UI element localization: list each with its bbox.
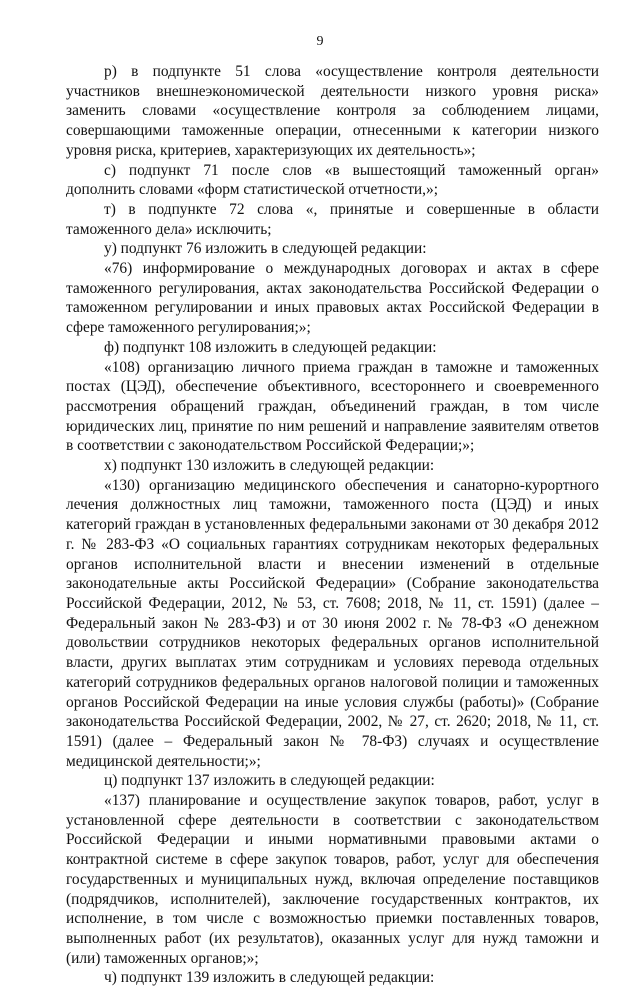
paragraph-u: у) подпункт 76 изложить в следующей редакции: [104, 240, 427, 258]
quote-76: «76) информирование о международных договорах и актах в сфере таможенного регулирования, актах законодательства Российской Федерации о таможенном регулировании и иных правовых актах Российской Федерации в сфере таможенного регулирования;»; [66, 260, 599, 337]
paragraph-kh: х) подпункт 130 изложить в следующей редакции: [104, 457, 435, 475]
quote-130: «130) организацию медицинского обеспечения и санаторно-курортного лечения должностных лиц таможни, таможенного поста (ЦЭД) и иных категорий граждан в установленных федеральными законами от 30 декабря 2012 г. № 283-ФЗ «О социальных гарантиях сотрудникам некоторых федеральных органов исполнительной власти и внесении изменений в отдельные законодательные акты Российской Федерации» (Собрание законодательства Российской Федерации, 2012, № 53, ст. 7608; 2018, № 11, ст. 1591) (далее – Федеральный закон № 283-ФЗ) и от 30 июня 2002 г. № 78-ФЗ «О денежном довольствии сотрудников некоторых федеральных органов исполнительной власти, других выплатах этим сотрудникам и условиях перевода отдельных категорий сотрудников федеральных органов налоговой полиции и таможенных органов Российской Федерации на иные условия службы (работы)» (Собрание законодательства Российской Федерации, 2002, № 27, ст. 2620; 2018, № 11, ст. 1591) (далее – Федеральный закон № 78-ФЗ) случаях и осуществление медицинской деятельности;»; [66, 476, 599, 770]
paragraph-s: с) подпункт 71 после слов «в вышестоящий таможенный орган» дополнить словами «форм статистической отчетности,»; [66, 161, 599, 199]
paragraph-t: т) в подпункте 72 слова «, принятые и совершенные в области таможенного дела» исключить; [66, 200, 599, 238]
paragraph-ts: ц) подпункт 137 изложить в следующей редакции: [104, 772, 435, 790]
quote-137: «137) планирование и осуществление закупок товаров, работ, услуг в установленной сфере деятельности в соответствии с законодательством Российской Федерации и иными нормативными правовыми актами о контрактной системе в сфере закупок товаров, работ, услуг для обеспечения государственных и муниципальных нужд, включая определение поставщиков (подрядчиков, исполнителей), заключение государственных контрактов, их исполнение, в том числе с возможностью приемки поставленных товаров, выполненных работ (их результатов), оказанных услуг для нужд таможни и (или) таможенных органов;»; [66, 792, 599, 967]
document-body [66, 62, 599, 988]
paragraph-r: р) в подпункте 51 слова «осуществление контроля деятельности участников внешнеэкономической деятельности низкого уровня риска» заменить словами «осуществление контроля за соблюдением лицами, совершающими таможенные операции, отнесенными к категории низкого уровня риска, критериев, характеризующих их деятельность»; [66, 63, 599, 159]
paragraph-ch: ч) подпункт 139 изложить в следующей редакции: [104, 969, 435, 987]
paragraph-f: ф) подпункт 108 изложить в следующей редакции: [104, 338, 437, 356]
page-number: 9 [316, 34, 324, 49]
quote-108: «108) организацию личного приема граждан в таможне и таможенных постах (ЦЭД), обеспечение объективного, всестороннего и своевременного рассмотрения обращений граждан, объединений граждан, в том числе юридических лиц, принятие по ним решений и направление заявителям ответов в соответствии с законодательством Российской Федерации;»; [66, 358, 599, 455]
